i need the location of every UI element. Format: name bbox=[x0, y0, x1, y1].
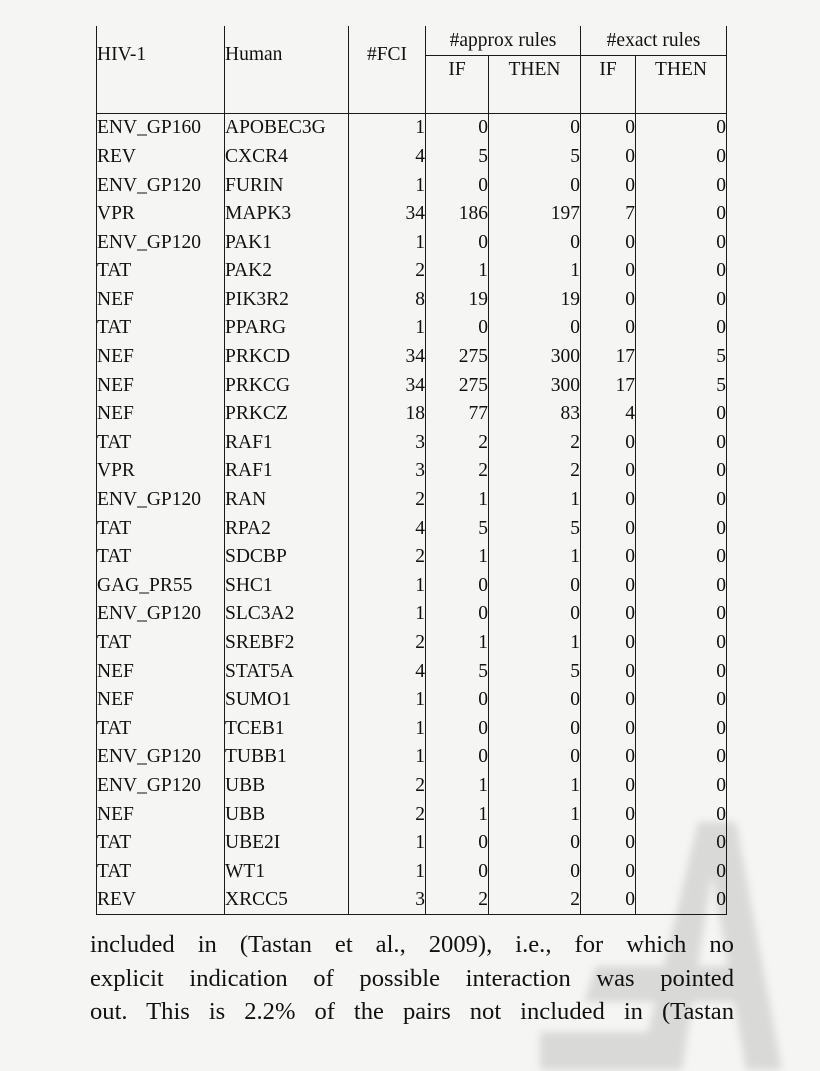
cell-approx-then: 0 bbox=[489, 314, 581, 343]
cell-hiv1: NEF bbox=[97, 400, 225, 429]
cell-human: PPARG bbox=[225, 314, 349, 343]
table-row bbox=[97, 571, 727, 600]
col-header-exact-if: IF bbox=[581, 55, 636, 84]
table-row bbox=[97, 857, 727, 886]
cell-human: CXCR4 bbox=[225, 142, 349, 171]
cell-hiv1: NEF bbox=[97, 343, 225, 372]
cell-exact-then: 0 bbox=[636, 113, 727, 142]
cell-exact-then: 0 bbox=[636, 686, 727, 715]
cell-approx-then: 197 bbox=[489, 200, 581, 229]
cell-hiv1: ENV_GP120 bbox=[97, 486, 225, 515]
cell-fci: 1 bbox=[349, 171, 426, 200]
cell-human: RAF1 bbox=[225, 428, 349, 457]
cell-approx-then: 1 bbox=[489, 486, 581, 515]
cell-fci: 2 bbox=[349, 257, 426, 286]
cell-fci: 34 bbox=[349, 200, 426, 229]
cell-exact-if: 0 bbox=[581, 486, 636, 515]
cell-exact-if: 0 bbox=[581, 543, 636, 572]
cell-human: PRKCZ bbox=[225, 400, 349, 429]
cell-exact-then: 0 bbox=[636, 171, 727, 200]
table-row bbox=[97, 714, 727, 743]
cell-approx-if: 1 bbox=[426, 771, 489, 800]
caption-word: included bbox=[90, 931, 175, 958]
caption-word: al., bbox=[375, 931, 406, 958]
cell-approx-if: 0 bbox=[426, 857, 489, 886]
cell-fci: 8 bbox=[349, 285, 426, 314]
cell-exact-if: 0 bbox=[581, 285, 636, 314]
cell-hiv1: ENV_GP120 bbox=[97, 771, 225, 800]
cell-exact-then: 0 bbox=[636, 857, 727, 886]
cell-fci: 2 bbox=[349, 628, 426, 657]
cell-human: SHC1 bbox=[225, 571, 349, 600]
cell-approx-then: 0 bbox=[489, 600, 581, 629]
cell-fci: 2 bbox=[349, 543, 426, 572]
results-table-container bbox=[96, 26, 726, 915]
caption-word: 2009), bbox=[428, 931, 493, 958]
cell-fci: 1 bbox=[349, 113, 426, 142]
caption-word: i.e., bbox=[515, 931, 552, 958]
cell-approx-then: 300 bbox=[489, 343, 581, 372]
table-body bbox=[97, 113, 727, 915]
cell-approx-then: 1 bbox=[489, 800, 581, 829]
table-row bbox=[97, 228, 727, 257]
cell-hiv1: TAT bbox=[97, 314, 225, 343]
table-row bbox=[97, 514, 727, 543]
cell-hiv1: GAG_PR55 bbox=[97, 571, 225, 600]
cell-hiv1: ENV_GP120 bbox=[97, 228, 225, 257]
cell-exact-then: 0 bbox=[636, 428, 727, 457]
caption-word: which bbox=[626, 931, 687, 958]
cell-exact-if: 17 bbox=[581, 343, 636, 372]
cell-exact-if: 0 bbox=[581, 428, 636, 457]
cell-human: UBB bbox=[225, 771, 349, 800]
cell-fci: 2 bbox=[349, 486, 426, 515]
cell-approx-if: 275 bbox=[426, 371, 489, 400]
cell-approx-then: 0 bbox=[489, 743, 581, 772]
table-row bbox=[97, 800, 727, 829]
cell-hiv1: ENV_GP120 bbox=[97, 600, 225, 629]
cell-fci: 1 bbox=[349, 228, 426, 257]
cell-fci: 1 bbox=[349, 743, 426, 772]
cell-approx-then: 2 bbox=[489, 428, 581, 457]
col-group-header-exact-rules: #exact rules bbox=[581, 26, 727, 55]
cell-exact-then: 0 bbox=[636, 714, 727, 743]
cell-approx-then: 300 bbox=[489, 371, 581, 400]
table-row bbox=[97, 743, 727, 772]
cell-approx-then: 5 bbox=[489, 657, 581, 686]
cell-hiv1: REV bbox=[97, 886, 225, 915]
cell-human: MAPK3 bbox=[225, 200, 349, 229]
cell-human: UBE2I bbox=[225, 829, 349, 858]
cell-hiv1: TAT bbox=[97, 714, 225, 743]
cell-human: PAK2 bbox=[225, 257, 349, 286]
cell-hiv1: TAT bbox=[97, 257, 225, 286]
cell-exact-then: 0 bbox=[636, 800, 727, 829]
cell-hiv1: VPR bbox=[97, 200, 225, 229]
cell-exact-then: 0 bbox=[636, 457, 727, 486]
cell-approx-if: 2 bbox=[426, 428, 489, 457]
cell-hiv1: NEF bbox=[97, 657, 225, 686]
cell-exact-then: 0 bbox=[636, 514, 727, 543]
col-header-exact-then: THEN bbox=[636, 55, 727, 84]
table-row bbox=[97, 543, 727, 572]
cell-exact-if: 4 bbox=[581, 400, 636, 429]
cell-exact-then: 0 bbox=[636, 400, 727, 429]
table-row bbox=[97, 171, 727, 200]
cell-hiv1: NEF bbox=[97, 800, 225, 829]
cell-hiv1: TAT bbox=[97, 543, 225, 572]
cell-approx-then: 0 bbox=[489, 228, 581, 257]
cell-approx-then: 1 bbox=[489, 257, 581, 286]
table-row bbox=[97, 771, 727, 800]
cell-approx-if: 1 bbox=[426, 257, 489, 286]
cell-approx-if: 0 bbox=[426, 743, 489, 772]
header-rule-cell-3 bbox=[349, 84, 426, 113]
cell-human: APOBEC3G bbox=[225, 113, 349, 142]
cell-approx-if: 275 bbox=[426, 343, 489, 372]
cell-fci: 3 bbox=[349, 428, 426, 457]
cell-exact-then: 5 bbox=[636, 371, 727, 400]
cell-exact-then: 0 bbox=[636, 486, 727, 515]
cell-exact-then: 5 bbox=[636, 343, 727, 372]
header-rule-cell-5 bbox=[489, 84, 581, 113]
cell-exact-if: 0 bbox=[581, 571, 636, 600]
cell-exact-if: 0 bbox=[581, 228, 636, 257]
cell-hiv1: TAT bbox=[97, 428, 225, 457]
cell-fci: 34 bbox=[349, 371, 426, 400]
table-row bbox=[97, 343, 727, 372]
cell-hiv1: TAT bbox=[97, 514, 225, 543]
cell-approx-if: 5 bbox=[426, 657, 489, 686]
cell-exact-if: 0 bbox=[581, 657, 636, 686]
table-row bbox=[97, 657, 727, 686]
cell-approx-then: 0 bbox=[489, 686, 581, 715]
cell-exact-if: 0 bbox=[581, 714, 636, 743]
cell-fci: 1 bbox=[349, 314, 426, 343]
cell-fci: 1 bbox=[349, 571, 426, 600]
col-header-human: Human bbox=[225, 26, 349, 84]
cell-approx-if: 186 bbox=[426, 200, 489, 229]
table-row bbox=[97, 600, 727, 629]
cell-human: SDCBP bbox=[225, 543, 349, 572]
cell-human: FURIN bbox=[225, 171, 349, 200]
cell-approx-if: 19 bbox=[426, 285, 489, 314]
cell-human: STAT5A bbox=[225, 657, 349, 686]
cell-fci: 3 bbox=[349, 886, 426, 915]
cell-approx-then: 0 bbox=[489, 857, 581, 886]
cell-hiv1: NEF bbox=[97, 285, 225, 314]
cell-approx-if: 1 bbox=[426, 628, 489, 657]
cell-human: RAF1 bbox=[225, 457, 349, 486]
caption-word: for bbox=[574, 931, 604, 958]
cell-fci: 4 bbox=[349, 657, 426, 686]
table-row bbox=[97, 686, 727, 715]
caption-line-2: explicit indication of possible interaction was pointed bbox=[90, 964, 734, 992]
cell-exact-if: 0 bbox=[581, 314, 636, 343]
table-row bbox=[97, 285, 727, 314]
cell-exact-if: 0 bbox=[581, 771, 636, 800]
cell-approx-if: 0 bbox=[426, 714, 489, 743]
cell-fci: 2 bbox=[349, 771, 426, 800]
cell-approx-then: 2 bbox=[489, 886, 581, 915]
cell-approx-if: 1 bbox=[426, 486, 489, 515]
cell-approx-if: 0 bbox=[426, 571, 489, 600]
cell-fci: 1 bbox=[349, 600, 426, 629]
cell-exact-then: 0 bbox=[636, 571, 727, 600]
cell-exact-if: 0 bbox=[581, 600, 636, 629]
cell-exact-if: 0 bbox=[581, 857, 636, 886]
caption-line-3: out. This is 2.2% of the pairs not included in (Tastan bbox=[90, 998, 734, 1025]
cell-exact-if: 0 bbox=[581, 257, 636, 286]
header-row-groups bbox=[97, 26, 727, 55]
cell-approx-then: 1 bbox=[489, 628, 581, 657]
cell-approx-if: 2 bbox=[426, 886, 489, 915]
cell-fci: 4 bbox=[349, 514, 426, 543]
cell-approx-then: 1 bbox=[489, 771, 581, 800]
cell-fci: 3 bbox=[349, 457, 426, 486]
header-rule-cell-2 bbox=[225, 84, 349, 113]
cell-approx-if: 0 bbox=[426, 171, 489, 200]
cell-approx-if: 2 bbox=[426, 457, 489, 486]
cell-exact-if: 0 bbox=[581, 142, 636, 171]
cell-exact-then: 0 bbox=[636, 543, 727, 572]
caption-word: et bbox=[334, 931, 353, 958]
cell-exact-then: 0 bbox=[636, 142, 727, 171]
table-row bbox=[97, 113, 727, 142]
cell-approx-if: 0 bbox=[426, 314, 489, 343]
cell-fci: 4 bbox=[349, 142, 426, 171]
caption-paragraph bbox=[90, 928, 734, 1029]
cell-human: RAN bbox=[225, 486, 349, 515]
cell-hiv1: TAT bbox=[97, 628, 225, 657]
table-row bbox=[97, 371, 727, 400]
cell-human: PAK1 bbox=[225, 228, 349, 257]
cell-human: PRKCD bbox=[225, 343, 349, 372]
cell-hiv1: TAT bbox=[97, 857, 225, 886]
cell-human: PIK3R2 bbox=[225, 285, 349, 314]
cell-exact-then: 0 bbox=[636, 743, 727, 772]
cell-exact-if: 0 bbox=[581, 113, 636, 142]
cell-approx-then: 0 bbox=[489, 171, 581, 200]
cell-approx-if: 0 bbox=[426, 829, 489, 858]
table-row bbox=[97, 628, 727, 657]
cell-approx-then: 5 bbox=[489, 142, 581, 171]
cell-exact-if: 0 bbox=[581, 829, 636, 858]
cell-hiv1: REV bbox=[97, 142, 225, 171]
header-rule-row bbox=[97, 84, 727, 113]
header-rule-cell-4 bbox=[426, 84, 489, 113]
cell-hiv1: ENV_GP120 bbox=[97, 743, 225, 772]
cell-exact-if: 17 bbox=[581, 371, 636, 400]
col-header-hiv1: HIV-1 bbox=[97, 26, 225, 84]
header-rule-cell-1 bbox=[97, 84, 225, 113]
cell-fci: 34 bbox=[349, 343, 426, 372]
cell-human: XRCC5 bbox=[225, 886, 349, 915]
cell-human: RPA2 bbox=[225, 514, 349, 543]
cell-approx-then: 5 bbox=[489, 514, 581, 543]
cell-approx-if: 5 bbox=[426, 514, 489, 543]
hiv-human-interaction-table bbox=[96, 26, 727, 915]
cell-exact-then: 0 bbox=[636, 886, 727, 915]
cell-exact-then: 0 bbox=[636, 771, 727, 800]
cell-exact-then: 0 bbox=[636, 200, 727, 229]
cell-approx-if: 77 bbox=[426, 400, 489, 429]
cell-hiv1: ENV_GP120 bbox=[97, 171, 225, 200]
cell-approx-if: 0 bbox=[426, 686, 489, 715]
cell-human: SLC3A2 bbox=[225, 600, 349, 629]
cell-approx-if: 0 bbox=[426, 600, 489, 629]
cell-human: TUBB1 bbox=[225, 743, 349, 772]
cell-exact-then: 0 bbox=[636, 628, 727, 657]
cell-human: SREBF2 bbox=[225, 628, 349, 657]
table-row bbox=[97, 400, 727, 429]
cell-fci: 1 bbox=[349, 829, 426, 858]
col-group-header-approx-rules: #approx rules bbox=[426, 26, 581, 55]
table-row bbox=[97, 257, 727, 286]
cell-hiv1: NEF bbox=[97, 686, 225, 715]
cell-exact-then: 0 bbox=[636, 285, 727, 314]
col-header-approx-if: IF bbox=[426, 55, 489, 84]
table-row bbox=[97, 200, 727, 229]
cell-approx-then: 1 bbox=[489, 543, 581, 572]
caption-line-1 bbox=[90, 928, 734, 962]
cell-exact-then: 0 bbox=[636, 314, 727, 343]
cell-approx-then: 0 bbox=[489, 829, 581, 858]
cell-fci: 1 bbox=[349, 714, 426, 743]
cell-fci: 1 bbox=[349, 686, 426, 715]
cell-exact-if: 7 bbox=[581, 200, 636, 229]
cell-approx-then: 0 bbox=[489, 714, 581, 743]
cell-exact-if: 0 bbox=[581, 457, 636, 486]
cell-human: PRKCG bbox=[225, 371, 349, 400]
cell-approx-if: 0 bbox=[426, 113, 489, 142]
header-rule-cell-6 bbox=[581, 84, 636, 113]
table-row bbox=[97, 457, 727, 486]
table-row bbox=[97, 314, 727, 343]
caption-word: in bbox=[197, 931, 217, 958]
cell-human: TCEB1 bbox=[225, 714, 349, 743]
cell-approx-then: 0 bbox=[489, 113, 581, 142]
table-row bbox=[97, 486, 727, 515]
cell-hiv1: VPR bbox=[97, 457, 225, 486]
table-row bbox=[97, 142, 727, 171]
cell-exact-if: 0 bbox=[581, 171, 636, 200]
cell-exact-then: 0 bbox=[636, 829, 727, 858]
cell-hiv1: NEF bbox=[97, 371, 225, 400]
cell-exact-then: 0 bbox=[636, 228, 727, 257]
cell-approx-then: 19 bbox=[489, 285, 581, 314]
table-row bbox=[97, 886, 727, 915]
cell-hiv1: ENV_GP160 bbox=[97, 113, 225, 142]
cell-approx-if: 1 bbox=[426, 800, 489, 829]
cell-exact-then: 0 bbox=[636, 657, 727, 686]
cell-fci: 1 bbox=[349, 857, 426, 886]
cell-hiv1: TAT bbox=[97, 829, 225, 858]
cell-approx-then: 2 bbox=[489, 457, 581, 486]
cell-approx-if: 5 bbox=[426, 142, 489, 171]
cell-human: UBB bbox=[225, 800, 349, 829]
cell-human: SUMO1 bbox=[225, 686, 349, 715]
cell-exact-if: 0 bbox=[581, 743, 636, 772]
cell-exact-if: 0 bbox=[581, 514, 636, 543]
cell-approx-if: 1 bbox=[426, 543, 489, 572]
caption-word: no bbox=[709, 931, 734, 958]
cell-fci: 2 bbox=[349, 800, 426, 829]
cell-exact-if: 0 bbox=[581, 886, 636, 915]
caption-word: (Tastan bbox=[239, 931, 312, 958]
table-head bbox=[97, 26, 727, 113]
table-row bbox=[97, 428, 727, 457]
cell-fci: 18 bbox=[349, 400, 426, 429]
col-header-fci: #FCI bbox=[349, 26, 426, 84]
header-rule-cell-7 bbox=[636, 84, 727, 113]
table-row bbox=[97, 829, 727, 858]
cell-human: WT1 bbox=[225, 857, 349, 886]
cell-approx-then: 83 bbox=[489, 400, 581, 429]
cell-approx-if: 0 bbox=[426, 228, 489, 257]
cell-exact-then: 0 bbox=[636, 600, 727, 629]
cell-exact-if: 0 bbox=[581, 628, 636, 657]
cell-exact-if: 0 bbox=[581, 686, 636, 715]
cell-exact-if: 0 bbox=[581, 800, 636, 829]
cell-approx-then: 0 bbox=[489, 571, 581, 600]
col-header-approx-then: THEN bbox=[489, 55, 581, 84]
cell-exact-then: 0 bbox=[636, 257, 727, 286]
